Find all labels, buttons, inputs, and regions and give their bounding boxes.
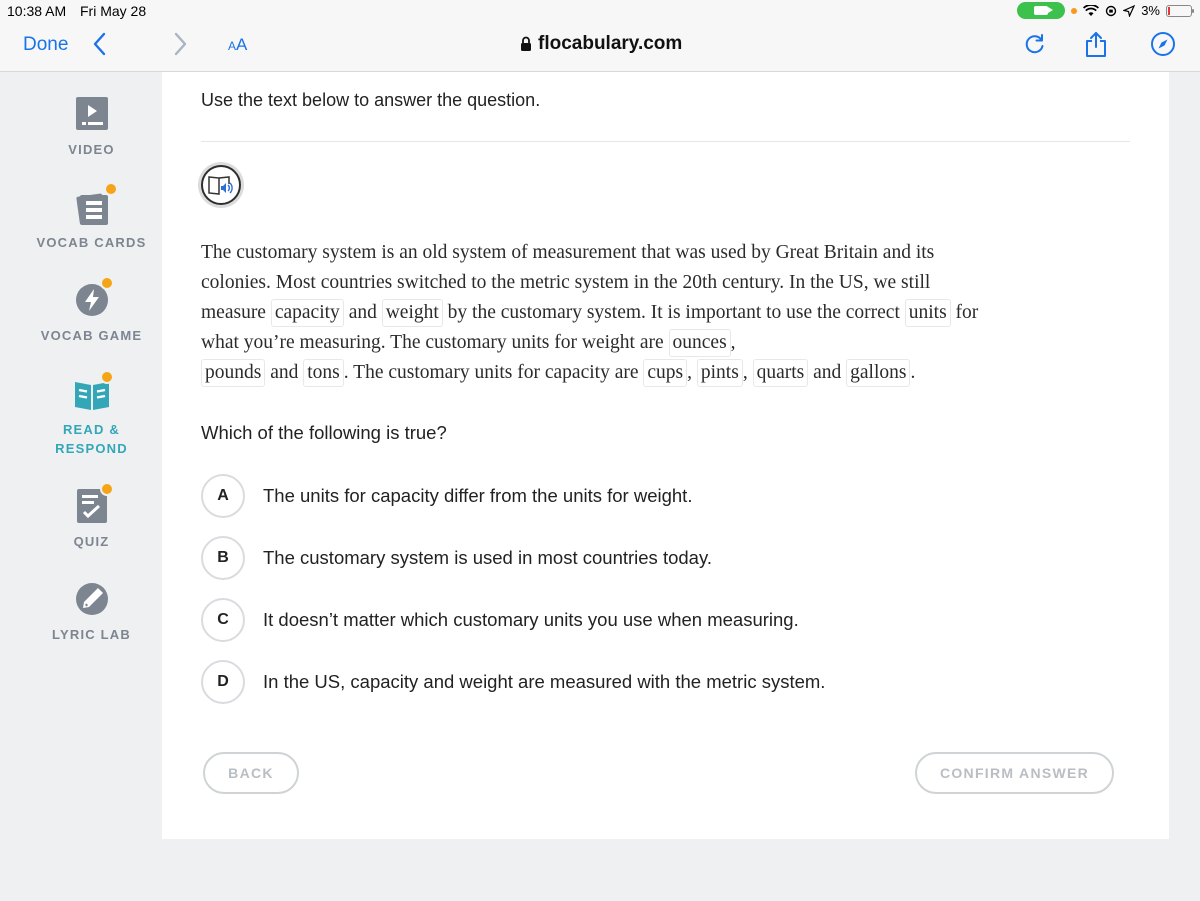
text-size-large-a: A [236, 35, 248, 54]
answer-option-b[interactable] [201, 535, 1101, 581]
lock-icon [520, 36, 532, 52]
battery-icon [1166, 5, 1192, 17]
instruction-text: Use the text below to answer the question. [201, 90, 541, 110]
option-text: The customary system is used in most countries today. [263, 547, 712, 568]
pencil-icon [72, 579, 112, 619]
sidebar-item-label [0, 420, 183, 458]
passage-text: by the customary system. It is important to use the correct [442, 302, 905, 323]
url-text: flocabulary.com [538, 33, 683, 54]
sidebar-item-label: VIDEO [68, 142, 115, 157]
passage-text: and [343, 302, 382, 323]
passage-text: for what you’re measuring. The customary units for weight are [201, 302, 979, 353]
option-letter: B [201, 536, 245, 580]
status-date: Fri May 28 [80, 3, 147, 19]
mic-indicator-icon [1071, 8, 1077, 14]
sidebar-item-lyric-lab[interactable] [0, 579, 183, 644]
facetime-indicator-icon [1017, 2, 1065, 19]
status-bar [0, 0, 1200, 22]
option-text: It doesn’t matter which customary units you use when measuring. [263, 609, 799, 630]
option-letter: C [201, 598, 245, 642]
vocab-word-gallons[interactable]: gallons [846, 359, 910, 387]
read-aloud-book-icon [208, 174, 234, 196]
notification-badge [100, 370, 114, 384]
confirm-answer-button[interactable]: CONFIRM ANSWER [915, 752, 1114, 794]
option-text: In the US, capacity and weight are measured with the metric system. [263, 671, 826, 692]
wifi-icon [1083, 5, 1099, 17]
answer-option-a[interactable] [201, 473, 1101, 519]
video-icon [72, 94, 112, 134]
label-line-1: READ & [62, 422, 121, 437]
vocab-word-ounces[interactable]: ounces [669, 329, 731, 357]
divider [201, 141, 1130, 142]
notification-badge [100, 276, 114, 290]
sidebar-item-label: VOCAB GAME [40, 328, 143, 343]
sidebar-item-vocab-cards[interactable] [0, 187, 183, 252]
compass-icon[interactable] [1149, 30, 1177, 58]
status-right [1017, 2, 1192, 19]
read-aloud-button[interactable] [201, 165, 241, 205]
passage-text: . [910, 362, 916, 383]
vocab-word-capacity[interactable]: capacity [271, 299, 344, 327]
option-letter: A [201, 474, 245, 518]
reload-icon[interactable] [1021, 30, 1049, 58]
option-letter: D [201, 660, 245, 704]
question-text: Which of the following is true? [201, 422, 447, 443]
done-button[interactable]: Done [23, 34, 69, 55]
text-size-small-a: A [228, 39, 237, 53]
sidebar-item-vocab-game[interactable] [0, 280, 183, 345]
orientation-lock-icon [1105, 5, 1117, 17]
vocab-word-tons[interactable]: tons [303, 359, 344, 387]
passage-text: , [742, 362, 753, 383]
vocab-word-pints[interactable]: pints [697, 359, 743, 387]
share-icon[interactable] [1082, 30, 1110, 58]
vocab-word-cups[interactable]: cups [643, 359, 687, 387]
battery-percent: 3% [1141, 3, 1160, 18]
sidebar-item-label: QUIZ [73, 534, 110, 549]
passage-text: The customary system is an old system of measurement that was used by Great Britain and its colonies. Most countries switched to the metric system in the 20th century. In the US, we still measure [201, 242, 935, 323]
back-chevron-icon[interactable] [90, 30, 110, 58]
answer-option-c[interactable] [201, 597, 1101, 643]
passage-text: , [730, 332, 736, 353]
text-size-button[interactable] [228, 35, 247, 55]
question-card [162, 72, 1169, 839]
reading-passage [201, 238, 991, 388]
vocab-word-units[interactable]: units [905, 299, 951, 327]
answer-option-d[interactable] [201, 659, 1101, 705]
notification-badge [100, 482, 114, 496]
sidebar [0, 72, 183, 901]
sidebar-item-label: LYRIC LAB [52, 627, 131, 642]
sidebar-item-video[interactable] [0, 94, 183, 159]
vocab-word-pounds[interactable]: pounds [201, 359, 265, 387]
location-icon [1123, 5, 1135, 17]
vocab-word-weight[interactable]: weight [382, 299, 443, 327]
label-line-2: RESPOND [55, 441, 128, 456]
back-button[interactable]: BACK [203, 752, 299, 794]
browser-toolbar [0, 22, 1200, 72]
address-bar[interactable] [520, 33, 682, 55]
sidebar-item-read-respond[interactable] [0, 374, 183, 458]
passage-text: . The customary units for capacity are [343, 362, 644, 383]
sidebar-item-label: VOCAB CARDS [36, 235, 147, 250]
passage-text: and [265, 362, 304, 383]
vocab-word-quarts[interactable]: quarts [753, 359, 809, 387]
passage-text: , [687, 362, 697, 383]
sidebar-item-quiz[interactable] [0, 486, 183, 551]
forward-chevron-icon[interactable] [170, 30, 190, 58]
option-text: The units for capacity differ from the units for weight. [263, 485, 693, 506]
status-time: 10:38 AM [7, 3, 67, 19]
passage-text: and [808, 362, 847, 383]
notification-badge [104, 182, 118, 196]
